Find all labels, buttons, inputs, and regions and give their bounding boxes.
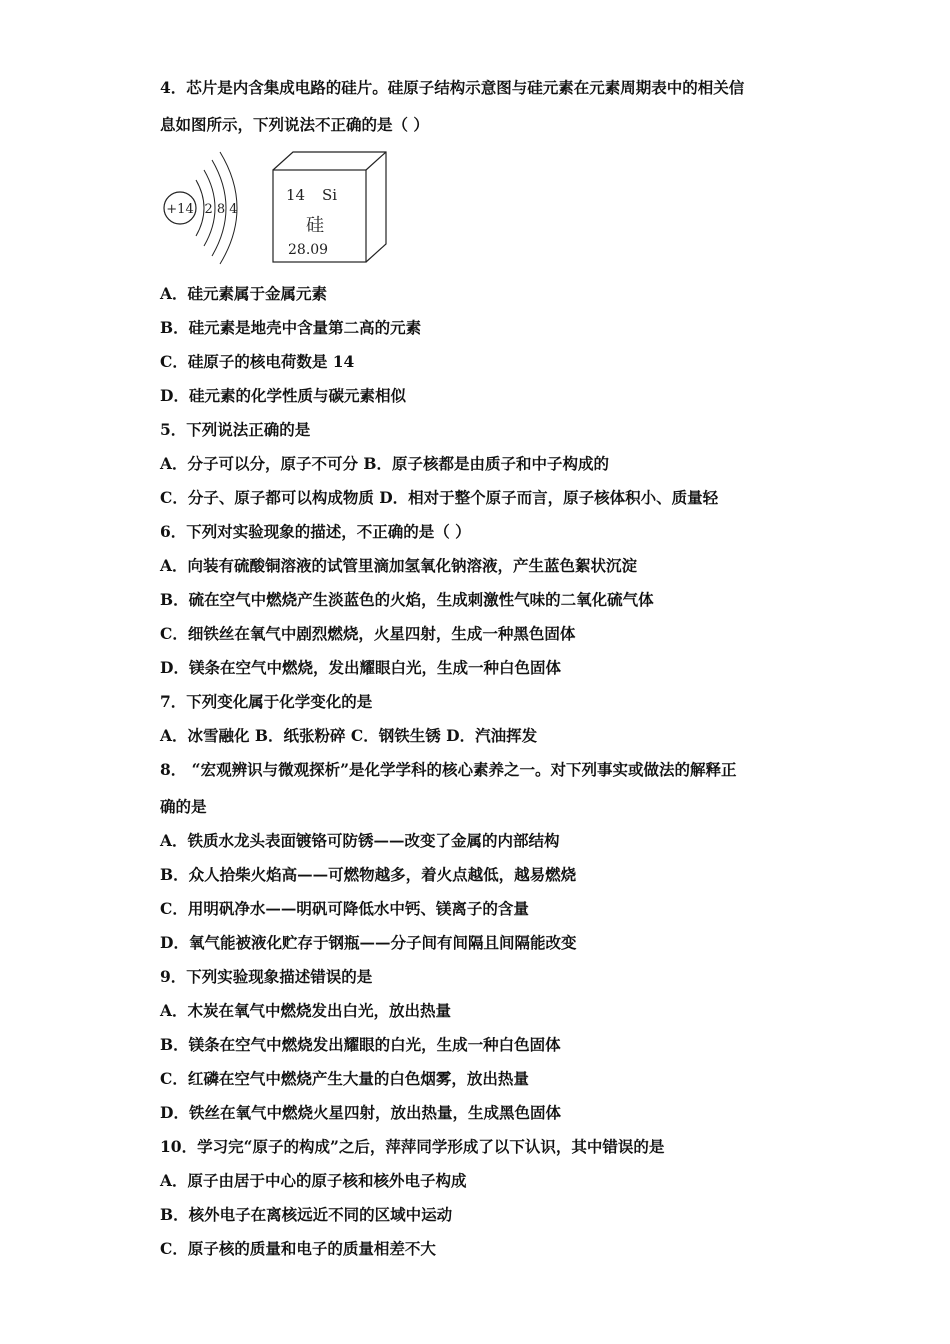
q9-option-b: B．镁条在空气中燃烧发出耀眼的白光，生成一种白色固体: [160, 1035, 561, 1054]
q10-stem: 10．学习完“原子的构成”之后，萍萍同学形成了以下认识，其中错误的是: [160, 1137, 665, 1156]
atom-structure-diagram: [164, 152, 238, 264]
q6-option-b: B．硫在空气中燃烧产生淡蓝色的火焰，生成刺激性气味的二氧化硫气体: [160, 590, 654, 609]
q9-option-d: D．铁丝在氧气中燃烧火星四射，放出热量，生成黑色固体: [160, 1103, 561, 1122]
q8-stem-line2: 确的是: [160, 797, 207, 816]
q9-option-c: C．红磷在空气中燃烧产生大量的白色烟雾，放出热量: [160, 1069, 529, 1088]
q5-options-cd: C．分子、原子都可以构成物质 D．相对于整个原子而言，原子核体积小、质量轻: [160, 488, 719, 507]
element-name: 硅: [306, 215, 324, 236]
q4-option-b: B．硅元素是地壳中含量第二高的元素: [160, 318, 422, 337]
q5-stem: 5．下列说法正确的是: [160, 420, 311, 439]
q6-option-c: C．细铁丝在氧气中剧烈燃烧，火星四射，生成一种黑色固体: [160, 624, 576, 643]
q10-option-a: A．原子由居于中心的原子核和核外电子构成: [160, 1171, 467, 1190]
element-symbol: Si: [322, 186, 338, 204]
q6-option-a: A．向装有硫酸铜溶液的试管里滴加氢氧化钠溶液，产生蓝色絮状沉淀: [160, 556, 638, 575]
q5-options-ab: A．分子可以分，原子不可分 B．原子核都是由质子和中子构成的: [160, 454, 610, 473]
atomic-mass: 28.09: [288, 242, 329, 258]
q10-option-c: C．原子核的质量和电子的质量相差不大: [160, 1239, 436, 1258]
q8-option-c: C．用明矾净水——明矾可降低水中钙、镁离子的含量: [160, 899, 529, 918]
electron-shells: 2 8 4: [204, 202, 238, 217]
q4-stem-line1: 4．芯片是内含集成电路的硅片。硅原子结构示意图与硅元素在元素周期表中的相关信: [160, 78, 745, 97]
q4-option-c: C．硅原子的核电荷数是 14: [160, 352, 355, 371]
periodic-table-cell: [273, 152, 386, 262]
q6-stem: 6．下列对实验现象的描述，不正确的是（ ）: [160, 522, 471, 541]
q4-option-a: A．硅元素属于金属元素: [160, 284, 328, 303]
q9-stem: 9．下列实验现象描述错误的是: [160, 967, 373, 986]
q6-option-d: D．镁条在空气中燃烧，发出耀眼白光，生成一种白色固体: [160, 658, 561, 677]
q8-option-a: A．铁质水龙头表面镀铬可防锈——改变了金属的内部结构: [160, 831, 560, 850]
q4-stem-line2: 息如图所示，下列说法不正确的是（ ）: [160, 115, 429, 134]
nucleus-charge: +14: [166, 202, 194, 217]
q9-option-a: A．木炭在氧气中燃烧发出白光，放出热量: [160, 1001, 452, 1020]
atomic-number: 14: [286, 186, 306, 204]
q7-stem: 7．下列变化属于化学变化的是: [160, 692, 373, 711]
q8-stem-line1: 8． “宏观辨识与微观探析”是化学学科的核心素养之一。对下列事实或做法的解释正: [160, 760, 737, 779]
q10-option-b: B．核外电子在离核远近不同的区域中运动: [160, 1205, 453, 1224]
q8-option-d: D．氧气能被液化贮存于钢瓶——分子间有间隔且间隔能改变: [160, 933, 577, 952]
q8-option-b: B．众人拾柴火焰高——可燃物越多，着火点越低，越易燃烧: [160, 865, 577, 884]
q7-options: A．冰雪融化 B．纸张粉碎 C．钢铁生锈 D．汽油挥发: [160, 726, 538, 745]
silicon-figure: [158, 148, 398, 266]
q4-option-d: D．硅元素的化学性质与碳元素相似: [160, 386, 406, 405]
